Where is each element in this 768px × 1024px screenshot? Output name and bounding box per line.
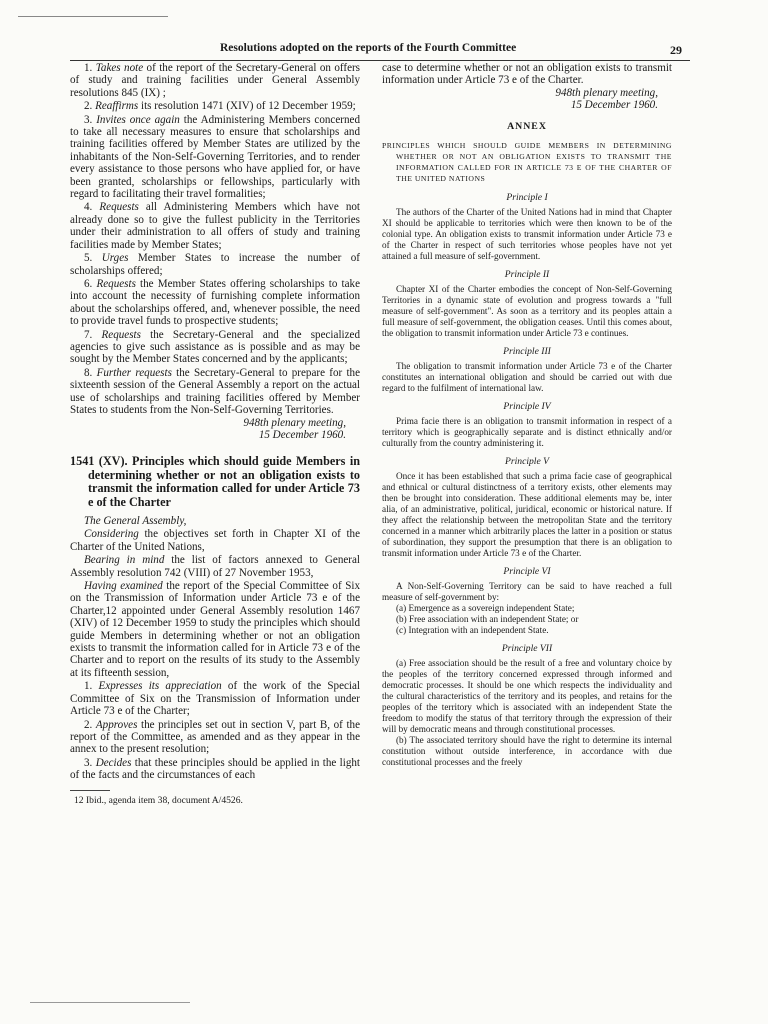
page-number: 29 [670,43,682,57]
principle-title: Principle II [504,268,550,280]
principle-paragraph: (b) The associated territory should have the right to determine its internal constitution without outside interference, in accordance with due constitutional processes and the freely [382,734,672,767]
resolution-heading: 1541 (XV). Principles which should guide Members in determining whether or not an obligation exists to transmit the information called for under Article 73 e of the Charter [70,454,360,509]
general-assembly: The General Assembly, [84,515,187,527]
principle-title: Principle VI [503,565,551,577]
principle-title: Principle IV [503,400,551,412]
operative-paragraph [70,114,360,201]
para-number: 3. [84,113,97,126]
para-number: 1. [84,62,96,74]
left-column [70,62,360,807]
para-text: the Member States offering scholarships to take into account the necessity of furnishing complete information about the scholarships offered, and, whenever possible, the need to provide travel funds to prospective students; [70,277,361,328]
para-emphasis: Bearing in mind [84,554,165,567]
principle-paragraph: Once it has been established that such a prima facie case of geographical and ethnical or cultural distinctness of a territory exists, other elements may then be brought into consideration. These additional elements may be, inter alia, of an administrative, political, juridical, economic or historical nature. If they affect the relationship between the metropolitan State and the territory concerned in a manner which arbitrarily places the latter in a position or status of subordination, they support the presumption that there is an obligation to transmit information under Article 73 e of the Charter. [382,470,672,558]
resolution-operative-list [70,62,360,416]
sig-date: 15 December 1960. [258,429,346,442]
preamble-paragraph [70,580,360,679]
footnote-rule [70,790,110,791]
para-number: 4. [84,201,100,214]
para-emphasis: Further requests [96,366,172,379]
preamble-list [70,528,360,679]
right-column [382,62,672,768]
para-emphasis: Considering [84,528,139,541]
para-text: all Administering Members which have not already done so to give the fullest publicity in the Territories under their administration to all offers of study and training facilities made by Member States; [70,201,361,251]
preamble-paragraph [70,528,360,553]
principle-title: Principle I [506,191,548,203]
para-text: the list of factors annexed to General Assembly resolution 742 (VIII) of 27 November 1953, [70,554,361,579]
sig2-date: 15 December 1960. [570,98,658,111]
continuation-text: case to determine whether or not an obligation exists to transmit information under Article 73 e of the Charter. [382,62,672,87]
para-emphasis: Invites once again [96,113,180,126]
header-title: Resolutions adopted on the reports of the Fourth Committee [220,42,517,54]
annex-subtitle: PRINCIPLES WHICH SHOULD GUIDE MEMBERS IN DETERMINING WHETHER OR NOT AN OBLIGATION EXISTS TO TRANSMIT THE INFORMATION CALLED FOR IN ARTICLE 73 E OF THE CHARTER OF THE UNITED NATIONS [382,140,672,183]
para-emphasis: Approves [95,718,138,731]
principle-paragraph: A Non-Self-Governing Territory can be said to have reached a full measure of self-government by: [382,580,672,602]
para-text: its resolution 1471 (XIV) of 12 December 1959; [138,100,356,113]
principles-list [382,192,672,768]
operative-paragraph [70,252,360,277]
operative-list [70,680,360,781]
para-text: the Secretary-General and the specialized agencies to give such assistance as is possible and as may be sought by the Member States concerned and by the applicants; [70,328,361,366]
running-header [70,40,690,61]
principle-paragraph: (a) Free association should be the result of a free and voluntary choice by the peoples of the territory concerned expressed through informed and democratic processes. It should be one which respects the individuality and the cultural characteristics of the territory and its peoples, and retains for the peoples of the territory which is associated with an independent State the freedom to modify the status of that territory through the expression of their will by democratic means and through constitutional processes. [382,657,672,734]
para-number: 1. [84,680,99,693]
para-emphasis: Takes note [95,62,144,74]
principle-list-item: (a) Emergence as a sovereign independent State; [396,602,575,613]
para-emphasis: Having examined [84,580,163,593]
para-number: 5. [84,252,102,265]
principle-title: Principle V [505,455,549,467]
para-text: of the report of the Secretary-General on offers of study and training facilities under General Assembly resolutions 845 (IX) ; [70,62,361,99]
para-text: that these principles should be applied in the light of the facts and the circumstances of each [70,756,361,782]
signature-block-1 [70,417,360,441]
para-number: 7. [84,328,102,341]
para-text: the principles set out in section V, part B, of the report of the Committee, as amended and as they appear in the annex to the present resolution; [70,718,360,756]
sig-meeting: 948th plenary meeting, [243,417,346,430]
para-number: 8. [84,366,97,379]
para-number: 6. [84,277,97,290]
para-text: the report of the Special Committee of Six on the Transmission of Information under Article 73 e of the Charter,12 appointed under General Assembly resolution 1467 (XIV) of 12 December 1959 to study the principles which should guide Members in determining whether or not an obligation exists to transmit the information called for in Article 73 e of the Charter and to report on the results of its study to the Assembly at its fifteenth session, [70,580,360,679]
principle-list-item: (b) Free association with an independent State; or [396,613,579,624]
para-text: Member States to increase the number of scholarships offered; [70,252,360,277]
para-number: 2. [84,718,96,731]
principle-list-item: (c) Integration with an independent State. [396,624,549,635]
para-text: of the work of the Special Committee of Six on the Transmission of Information under Article 73 e of the Charter; [70,680,361,718]
operative-paragraph [70,278,360,328]
top-scan-rule [18,16,168,17]
annex-title: ANNEX [507,120,547,132]
preamble-paragraph [70,554,360,579]
bottom-scan-rule [30,1002,190,1003]
para-text: the objectives set forth in Chapter XI of the Charter of the United Nations, [70,528,360,553]
principle-paragraph: The obligation to transmit information under Article 73 e of the Charter constitutes an international obligation and should be carried out with due regard to the fulfilment of international law. [382,360,672,393]
sig2-meeting: 948th plenary meeting, [555,86,658,99]
principle-paragraph: The authors of the Charter of the United Nations had in mind that Chapter XI should be applicable to territories which were then known to be of the colonial type. An obligation exists to transmit information under Article 73 e of the Charter in respect of such territories whose peoples have not yet attained a full measure of self-government. [382,206,672,261]
para-number: 2. [84,100,96,113]
principle-title: Principle III [503,345,551,357]
operative-paragraph [70,367,360,417]
operative-paragraph [70,62,360,99]
operative-paragraph [70,680,360,717]
para-emphasis: Expresses its appreciation [98,680,222,693]
operative-paragraph [70,719,360,756]
para-emphasis: Requests [96,277,136,290]
principle-paragraph: Prima facie there is an obligation to transmit information in respect of a territory which is geographically separate and is distinct ethnically and/or culturally from the country administering it. [382,415,672,448]
para-emphasis: Requests [99,201,139,214]
operative-paragraph [70,100,360,112]
footnote: 12 Ibid., agenda item 38, document A/4526. [74,794,243,806]
para-emphasis: Urges [101,252,129,265]
operative-paragraph [70,757,360,782]
para-emphasis: Reaffirms [95,100,139,113]
para-text: the Administering Members concerned to take all necessary measures to ensure that scholarships and training facilities offered by Member States are utilized by the inhabitants of the Non-Self-Governing Territories, and to render every assistance to those persons who have applied for, or have been granted, scholarships or fellowships, particularly with regard to facilitating their travel formalities; [70,113,360,201]
operative-paragraph [70,329,360,366]
para-text: the Secretary-General to prepare for the sixteenth session of the General Assembly a report on the actual use of scholarships and training facilities offered by Member States to students from the Non-Self-Governing Territories. [70,366,361,416]
signature-block-2 [382,87,672,111]
principle-title: Principle VII [501,642,553,654]
para-emphasis: Requests [101,328,141,341]
para-emphasis: Decides [95,756,132,769]
operative-paragraph [70,201,360,251]
principle-paragraph: Chapter XI of the Charter embodies the concept of Non-Self-Governing Territories in a dynamic state of evolution and progress towards a "full measure of self-government". As soon as a territory and its peoples attain a full measure of self-government, the obligation ceases. Until this comes about, the obligation to transmit information under Article 73 e continues. [382,283,672,338]
para-number: 3. [84,756,96,769]
